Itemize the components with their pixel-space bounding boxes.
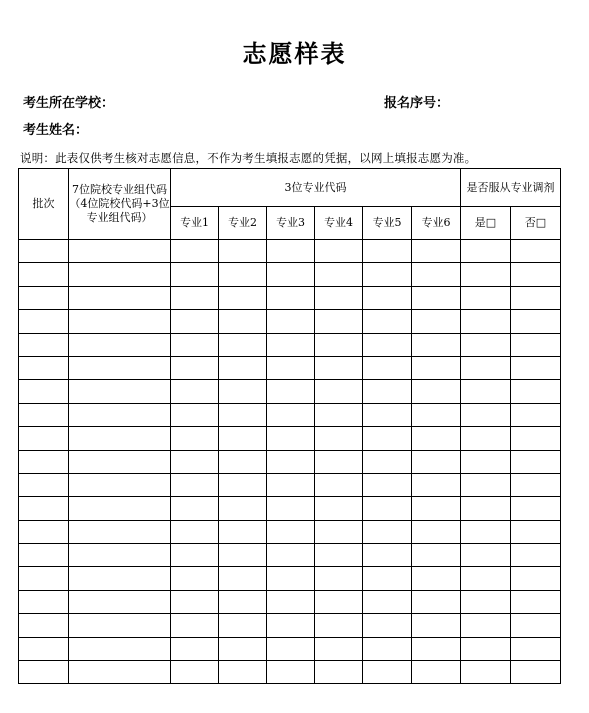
entry-cell[interactable] [19, 544, 69, 567]
entry-cell[interactable] [412, 567, 461, 590]
entry-cell[interactable] [219, 380, 267, 403]
application-form-table [18, 168, 561, 684]
entry-cell[interactable] [315, 590, 363, 613]
entry-cell[interactable] [363, 661, 412, 684]
entry-cell[interactable] [461, 356, 511, 379]
entry-cell[interactable] [412, 637, 461, 660]
entry-cell[interactable] [511, 450, 561, 473]
school-label: 考生所在学校： [23, 96, 115, 111]
entry-cell[interactable] [315, 356, 363, 379]
entry-cell[interactable] [219, 637, 267, 660]
entry-cell[interactable] [19, 286, 69, 309]
entry-cell[interactable] [69, 240, 171, 263]
entry-cell[interactable] [171, 333, 219, 356]
entry-cell[interactable] [171, 263, 219, 286]
entry-cell[interactable] [267, 544, 315, 567]
entry-cell[interactable] [461, 614, 511, 637]
major-col-3: 专业3 [267, 207, 315, 240]
entry-cell[interactable] [412, 286, 461, 309]
table-row [19, 333, 561, 356]
entry-cell[interactable] [69, 310, 171, 333]
entry-cell[interactable] [69, 544, 171, 567]
entry-cell[interactable] [19, 263, 69, 286]
entry-cell[interactable] [511, 497, 561, 520]
entry-cell[interactable] [171, 614, 219, 637]
entry-cell[interactable] [511, 614, 561, 637]
entry-cell[interactable] [69, 403, 171, 426]
entry-cell[interactable] [69, 380, 171, 403]
entry-cell[interactable] [69, 520, 171, 543]
entry-cell[interactable] [511, 661, 561, 684]
table-row [19, 450, 561, 473]
entry-cell[interactable] [315, 310, 363, 333]
entry-cell[interactable] [461, 450, 511, 473]
entry-cell[interactable] [363, 380, 412, 403]
entry-cell[interactable] [69, 637, 171, 660]
entry-cell[interactable] [461, 637, 511, 660]
entry-cell[interactable] [19, 637, 69, 660]
entry-cell[interactable] [461, 263, 511, 286]
entry-cell[interactable] [19, 380, 69, 403]
entry-cell[interactable] [219, 286, 267, 309]
table-row [19, 240, 561, 263]
entry-cell[interactable] [461, 240, 511, 263]
table-row [19, 356, 561, 379]
entry-cell[interactable] [511, 240, 561, 263]
entry-cell[interactable] [315, 520, 363, 543]
entry-cell[interactable] [19, 450, 69, 473]
entry-cell[interactable] [267, 637, 315, 660]
entry-cell[interactable] [412, 661, 461, 684]
entry-cell[interactable] [511, 473, 561, 496]
major-col-1: 专业1 [171, 207, 219, 240]
entry-cell[interactable] [363, 544, 412, 567]
entry-cell[interactable] [171, 427, 219, 450]
entry-cell[interactable] [461, 310, 511, 333]
entry-cell[interactable] [171, 590, 219, 613]
entry-cell[interactable] [267, 590, 315, 613]
entry-cell[interactable] [267, 310, 315, 333]
entry-cell[interactable] [19, 240, 69, 263]
entry-cell[interactable] [171, 240, 219, 263]
entry-cell[interactable] [267, 240, 315, 263]
entry-cell[interactable] [315, 240, 363, 263]
entry-cell[interactable] [315, 427, 363, 450]
entry-cell[interactable] [219, 473, 267, 496]
entry-cell[interactable] [315, 473, 363, 496]
entry-cell[interactable] [19, 567, 69, 590]
table-row [19, 380, 561, 403]
entry-cell[interactable] [315, 380, 363, 403]
table-row [19, 497, 561, 520]
entry-cell[interactable] [363, 520, 412, 543]
entry-cell[interactable] [363, 473, 412, 496]
entry-cell[interactable] [267, 520, 315, 543]
entry-cell[interactable] [412, 333, 461, 356]
form-title: 志愿样表 [242, 39, 347, 68]
entry-cell[interactable] [69, 497, 171, 520]
major-col-2: 专业2 [219, 207, 267, 240]
entry-cell[interactable] [511, 286, 561, 309]
entry-cell[interactable] [267, 473, 315, 496]
entry-cell[interactable] [219, 427, 267, 450]
entry-cell[interactable] [315, 614, 363, 637]
entry-cell[interactable] [363, 590, 412, 613]
entry-cell[interactable] [219, 590, 267, 613]
entry-cell[interactable] [461, 427, 511, 450]
entry-cell[interactable] [315, 661, 363, 684]
major-col-4: 专业4 [315, 207, 363, 240]
entry-cell[interactable] [267, 567, 315, 590]
entry-cell[interactable] [69, 286, 171, 309]
entry-cell[interactable] [511, 310, 561, 333]
entry-cell[interactable] [511, 263, 561, 286]
entry-cell[interactable] [412, 263, 461, 286]
entry-cell[interactable] [412, 356, 461, 379]
entry-cell[interactable] [412, 240, 461, 263]
entry-cell[interactable] [461, 403, 511, 426]
entry-cell[interactable] [267, 450, 315, 473]
entry-cell[interactable] [315, 544, 363, 567]
table-row [19, 286, 561, 309]
entry-cell[interactable] [363, 403, 412, 426]
major-col-6: 专业6 [412, 207, 461, 240]
entry-cell[interactable] [171, 661, 219, 684]
entry-cell[interactable] [461, 333, 511, 356]
adjust-no-option: 否□ [511, 207, 561, 240]
serial-number-label: 报名序号： [384, 96, 450, 111]
entry-cell[interactable] [412, 450, 461, 473]
entry-cell[interactable] [511, 590, 561, 613]
table-row [19, 310, 561, 333]
table-body [19, 240, 561, 684]
entry-cell[interactable] [363, 356, 412, 379]
table-row [19, 637, 561, 660]
entry-cell[interactable] [171, 544, 219, 567]
entry-cell[interactable] [511, 427, 561, 450]
entry-cell[interactable] [219, 263, 267, 286]
entry-cell[interactable] [511, 333, 561, 356]
entry-cell[interactable] [267, 356, 315, 379]
entry-cell[interactable] [412, 473, 461, 496]
entry-cell[interactable] [267, 333, 315, 356]
entry-cell[interactable] [219, 614, 267, 637]
entry-cell[interactable] [267, 380, 315, 403]
entry-cell[interactable] [267, 403, 315, 426]
entry-cell[interactable] [461, 497, 511, 520]
entry-cell[interactable] [171, 567, 219, 590]
entry-cell[interactable] [363, 497, 412, 520]
entry-cell[interactable] [171, 637, 219, 660]
entry-cell[interactable] [19, 520, 69, 543]
entry-cell[interactable] [461, 520, 511, 543]
entry-cell[interactable] [171, 310, 219, 333]
entry-cell[interactable] [511, 403, 561, 426]
table-row [19, 263, 561, 286]
entry-cell[interactable] [412, 380, 461, 403]
entry-cell[interactable] [19, 661, 69, 684]
table-row [19, 544, 561, 567]
entry-cell[interactable] [69, 450, 171, 473]
entry-cell[interactable] [19, 333, 69, 356]
entry-cell[interactable] [461, 661, 511, 684]
major-code-header: 3位专业代码 [171, 169, 461, 207]
entry-cell[interactable] [219, 240, 267, 263]
entry-cell[interactable] [69, 614, 171, 637]
entry-cell[interactable] [219, 450, 267, 473]
entry-cell[interactable] [315, 637, 363, 660]
table-row [19, 590, 561, 613]
entry-cell[interactable] [267, 427, 315, 450]
entry-cell[interactable] [171, 403, 219, 426]
entry-cell[interactable] [171, 450, 219, 473]
entry-cell[interactable] [19, 614, 69, 637]
adjust-yes-option: 是□ [461, 207, 511, 240]
entry-cell[interactable] [69, 473, 171, 496]
entry-cell[interactable] [412, 544, 461, 567]
entry-cell[interactable] [267, 661, 315, 684]
entry-cell[interactable] [315, 450, 363, 473]
table-row [19, 661, 561, 684]
entry-cell[interactable] [363, 637, 412, 660]
entry-cell[interactable] [219, 544, 267, 567]
entry-cell[interactable] [219, 356, 267, 379]
entry-cell[interactable] [511, 637, 561, 660]
entry-cell[interactable] [461, 286, 511, 309]
entry-cell[interactable] [363, 567, 412, 590]
table-row [19, 614, 561, 637]
entry-cell[interactable] [511, 356, 561, 379]
entry-cell[interactable] [219, 497, 267, 520]
entry-cell[interactable] [315, 403, 363, 426]
entry-cell[interactable] [412, 310, 461, 333]
entry-cell[interactable] [19, 497, 69, 520]
table-row [19, 427, 561, 450]
entry-cell[interactable] [461, 473, 511, 496]
entry-cell[interactable] [412, 590, 461, 613]
entry-cell[interactable] [461, 567, 511, 590]
entry-cell[interactable] [315, 333, 363, 356]
entry-cell[interactable] [315, 567, 363, 590]
entry-cell[interactable] [267, 614, 315, 637]
batch-header: 批次 [19, 169, 69, 240]
entry-cell[interactable] [19, 310, 69, 333]
entry-cell[interactable] [363, 286, 412, 309]
entry-cell[interactable] [511, 380, 561, 403]
entry-cell[interactable] [461, 590, 511, 613]
entry-cell[interactable] [363, 427, 412, 450]
entry-cell[interactable] [412, 427, 461, 450]
entry-cell[interactable] [315, 286, 363, 309]
entry-cell[interactable] [315, 497, 363, 520]
entry-cell[interactable] [69, 427, 171, 450]
instructions-note: 说明：此表仅供考生核对志愿信息，不作为考生填报志愿的凭据，以网上填报志愿为准。 [20, 151, 477, 165]
entry-cell[interactable] [267, 497, 315, 520]
entry-cell[interactable] [363, 450, 412, 473]
table-row [19, 567, 561, 590]
entry-cell[interactable] [171, 380, 219, 403]
entry-cell[interactable] [69, 263, 171, 286]
major-col-5: 专业5 [363, 207, 412, 240]
entry-cell[interactable] [19, 590, 69, 613]
entry-cell[interactable] [363, 614, 412, 637]
entry-cell[interactable] [511, 520, 561, 543]
entry-cell[interactable] [412, 614, 461, 637]
entry-cell[interactable] [171, 286, 219, 309]
entry-cell[interactable] [69, 661, 171, 684]
entry-cell[interactable] [412, 497, 461, 520]
entry-cell[interactable] [461, 380, 511, 403]
entry-cell[interactable] [461, 544, 511, 567]
entry-cell[interactable] [171, 497, 219, 520]
entry-cell[interactable] [363, 310, 412, 333]
entry-cell[interactable] [219, 520, 267, 543]
table-row [19, 520, 561, 543]
entry-cell[interactable] [219, 403, 267, 426]
entry-cell[interactable] [171, 356, 219, 379]
entry-cell[interactable] [19, 403, 69, 426]
entry-cell[interactable] [69, 590, 171, 613]
group-code-header: 7位院校专业组代码（4位院校代码+3位专业组代码） [69, 169, 171, 240]
entry-cell[interactable] [69, 356, 171, 379]
entry-cell[interactable] [69, 567, 171, 590]
entry-cell[interactable] [219, 333, 267, 356]
entry-cell[interactable] [219, 310, 267, 333]
entry-cell[interactable] [219, 567, 267, 590]
adjust-header: 是否服从专业调剂 [461, 169, 561, 207]
entry-cell[interactable] [171, 520, 219, 543]
entry-cell[interactable] [69, 333, 171, 356]
entry-cell[interactable] [511, 567, 561, 590]
entry-cell[interactable] [412, 520, 461, 543]
entry-cell[interactable] [19, 427, 69, 450]
table-row [19, 403, 561, 426]
entry-cell[interactable] [19, 356, 69, 379]
entry-cell[interactable] [171, 473, 219, 496]
entry-cell[interactable] [363, 263, 412, 286]
entry-cell[interactable] [219, 661, 267, 684]
entry-cell[interactable] [267, 286, 315, 309]
table-row [19, 473, 561, 496]
entry-cell[interactable] [267, 263, 315, 286]
entry-cell[interactable] [511, 544, 561, 567]
entry-cell[interactable] [315, 263, 363, 286]
entry-cell[interactable] [412, 403, 461, 426]
entry-cell[interactable] [363, 240, 412, 263]
entry-cell[interactable] [363, 333, 412, 356]
entry-cell[interactable] [19, 473, 69, 496]
candidate-name-label: 考生姓名： [23, 123, 89, 138]
